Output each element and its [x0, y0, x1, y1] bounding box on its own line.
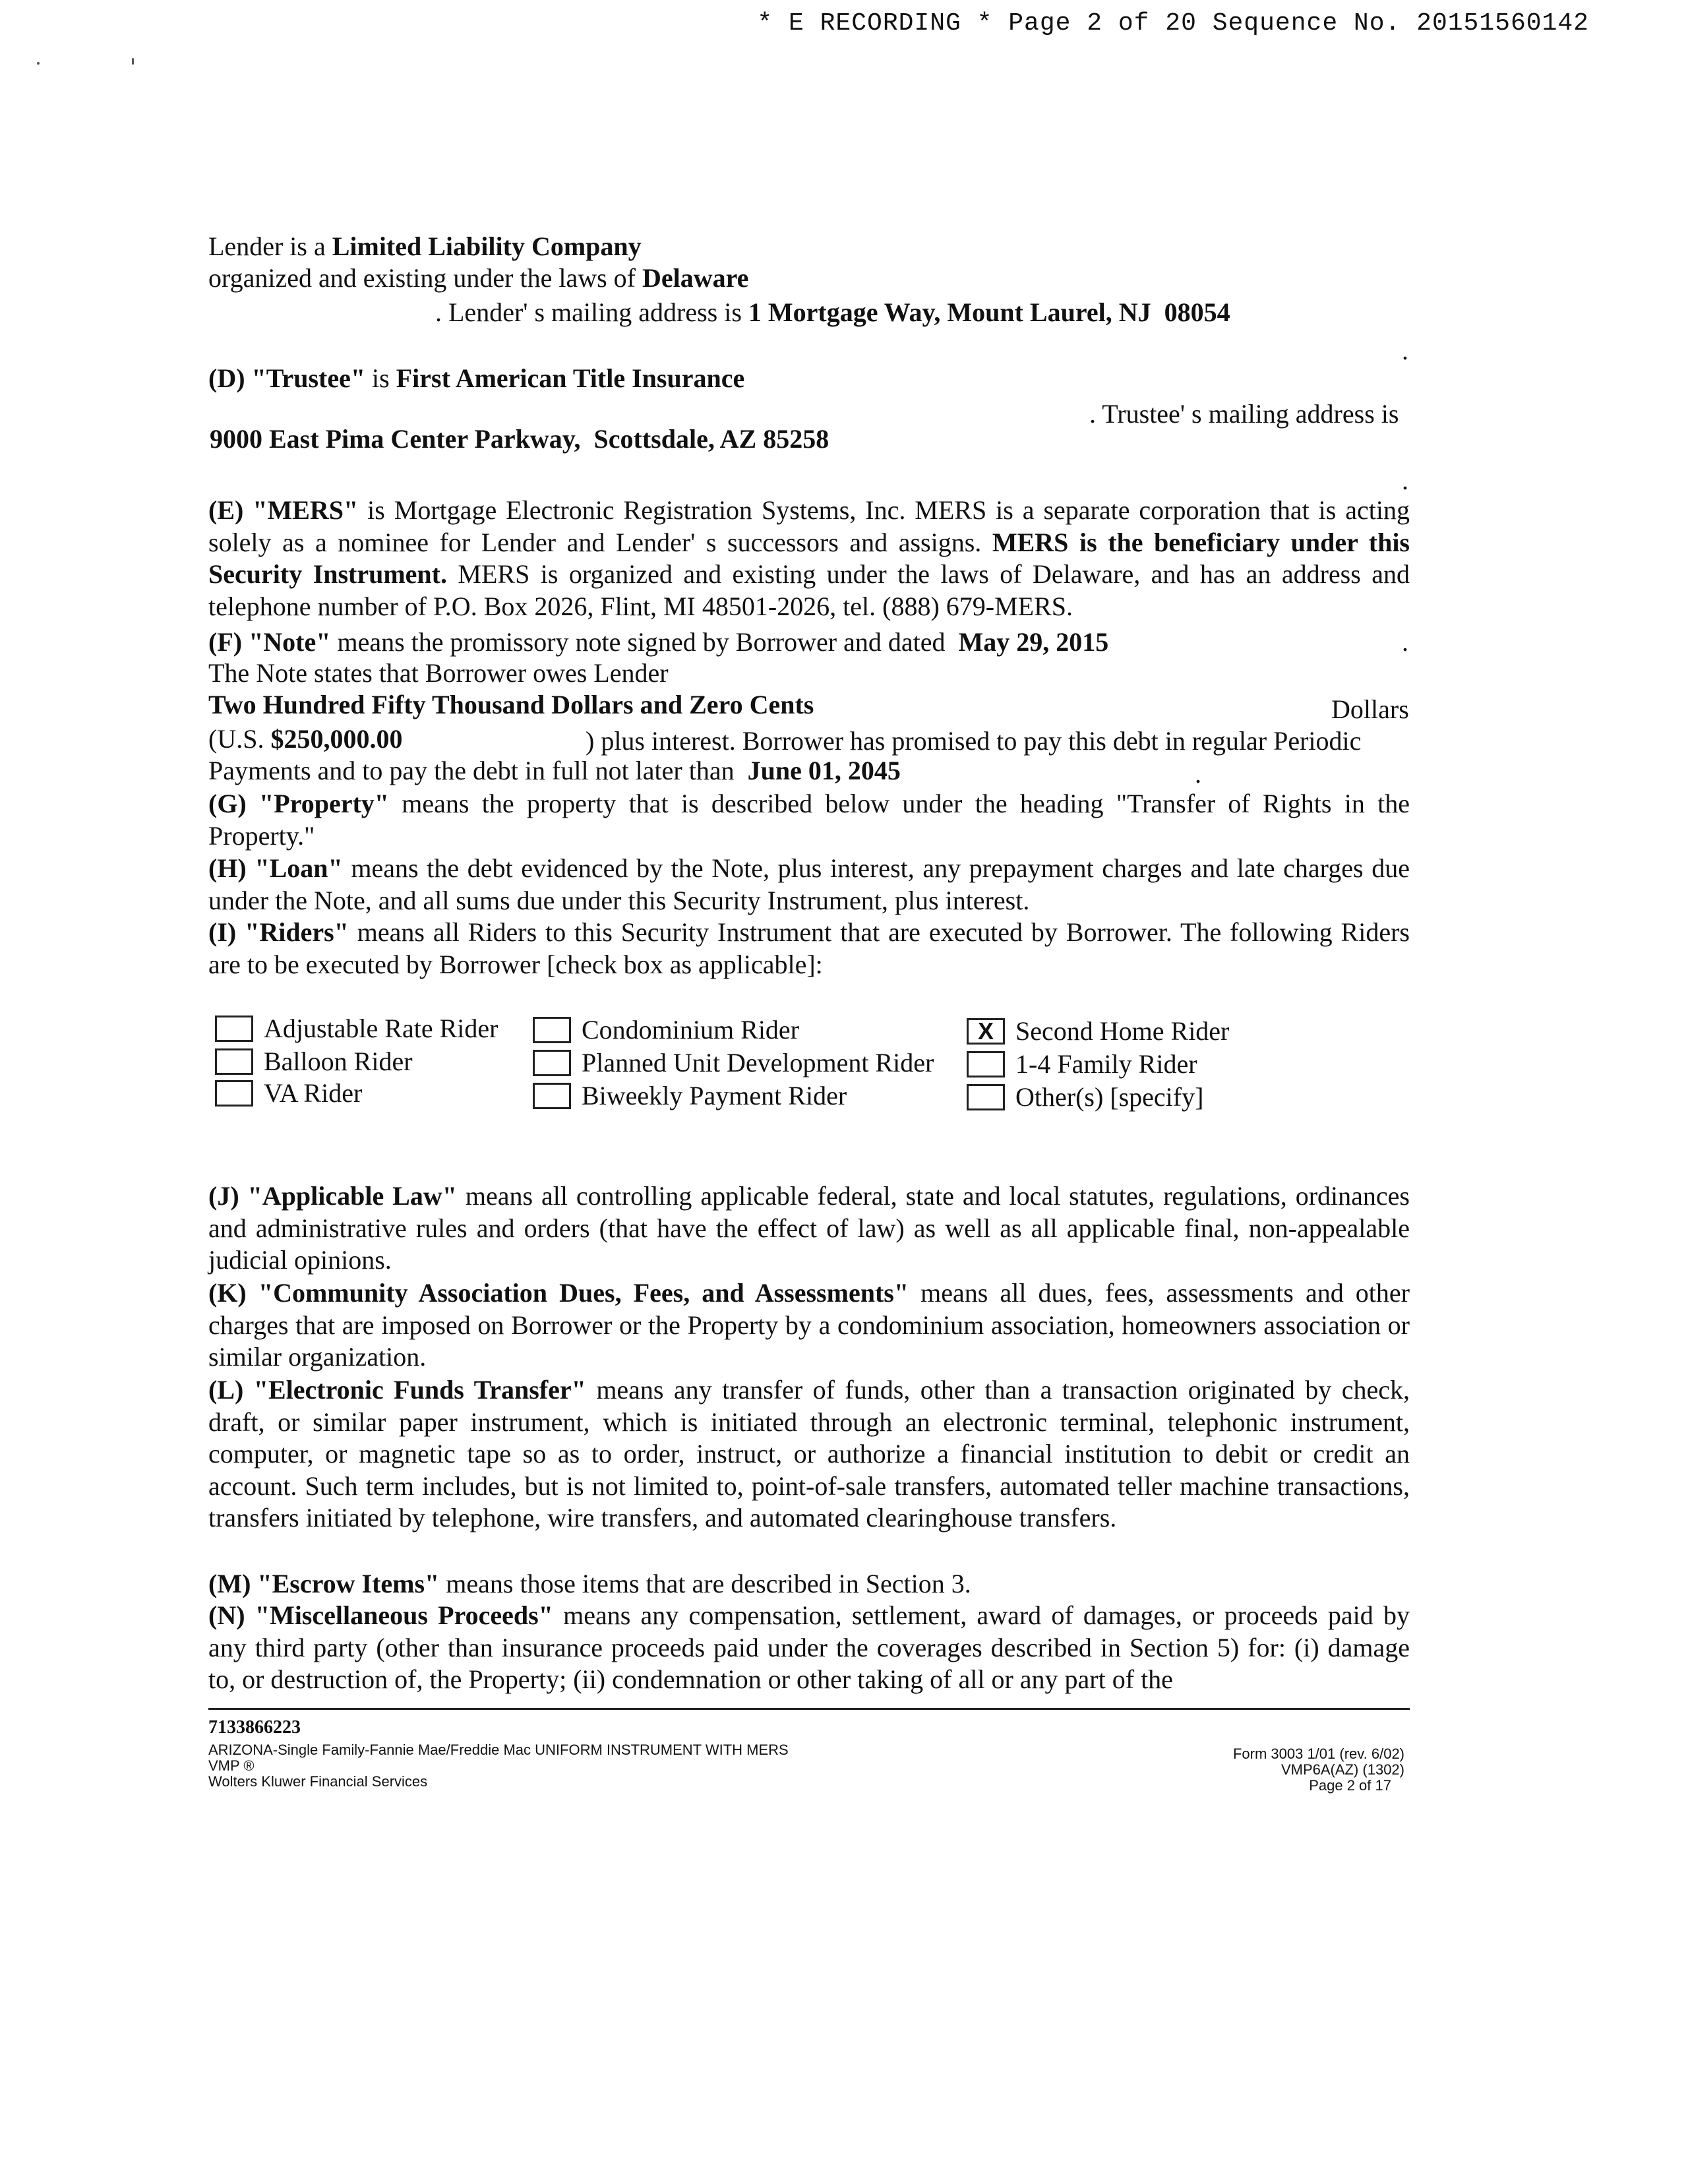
note-amount-words: Two Hundred Fifty Thousand Dollars and Zero Cents: [208, 690, 814, 719]
definition-mers: (E) "MERS" is Mortgage Electronic Registration Systems, Inc. MERS is a separate corporation that is acting solely as a nominee for Lender and Lender' s successors and assigns. MERS is the beneficiary under this Security Instrument. MERS is organized and existing under the laws of Delaware, and has an address and telephone number of P.O. Box 2026, Flint, MI 48501-2026, tel. (888) 679-MERS.: [208, 495, 1410, 621]
note-dollars-word: Dollars: [1331, 694, 1409, 724]
form-description: ARIZONA-Single Family-Fannie Mae/Freddie Mac UNIFORM INSTRUMENT WITH MERS: [208, 1742, 789, 1758]
definition-loan: (H) "Loan" means the debt evidenced by the Note, plus interest, any prepayment charges and late charges due under the Note, and all sums due under this Security Instrument, plus interest.: [208, 853, 1410, 915]
definition-misc-proceeds: (N) "Miscellaneous Proceeds" means any compensation, settlement, award of damages, or proceeds paid by any third party (other than insurance proceeds paid under the coverages described in Section 5) for: (i) damage to, or destruction of, the Property; (ii) condemnation or other taking of all or any part of the: [208, 1600, 1410, 1694]
checkbox[interactable]: [215, 1016, 253, 1042]
definition-note: (F) "Note" means the promissory note signed by Borrower and dated May 29, 2015: [208, 627, 1109, 657]
checkbox[interactable]: [215, 1080, 253, 1107]
rider-other[interactable]: Other(s) [specify]: [967, 1081, 1203, 1113]
scan-speck: [37, 62, 40, 65]
checkbox[interactable]: [967, 1084, 1005, 1110]
checkbox-checked[interactable]: X: [967, 1018, 1005, 1045]
note-interest-text: ) plus interest. Borrower has promised to pay this debt in regular Periodic: [586, 726, 1362, 756]
rider-condominium[interactable]: Condominium Rider: [533, 1014, 799, 1046]
definition-eft: (L) "Electronic Funds Transfer" means any transfer of funds, other than a transaction originated by check, draft, or similar paper instrument, which is initiated through an electronic terminal, telephonic instrument, computer, or magnetic tape so as to order, instruct, or authorize a financial institution to debit or credit an account. Such term includes, but is not limited to, point-of-sale transfers, automated teller machine transactions, transfers initiated by telephone, wire transfers, and automated clearinghouse transfers.: [208, 1375, 1410, 1532]
rider-planned-unit[interactable]: Planned Unit Development Rider: [533, 1047, 934, 1079]
definition-riders: (I) "Riders" means all Riders to this Security Instrument that are executed by Borrower. The following Riders are to be executed by Borrower [check box as applicable]:: [208, 917, 1410, 979]
definition-community-dues: (K) "Community Association Dues, Fees, and Assessments" means all dues, fees, assessments and other charges that are imposed on Borrower or the Property by a condominium association, homeowners association or similar organization.: [208, 1278, 1410, 1372]
rider-va[interactable]: VA Rider: [215, 1077, 362, 1109]
trustee-address-prefix: . Trustee' s mailing address is: [1089, 399, 1399, 429]
separator-dot: .: [1402, 336, 1408, 365]
recording-header: * E RECORDING * Page 2 of 20 Sequence No. 20151560142: [757, 9, 1589, 38]
publisher: Wolters Kluwer Financial Services: [208, 1773, 428, 1790]
definition-property: (G) "Property" means the property that is described below under the heading "Transfer of Rights in the Property.": [208, 789, 1410, 851]
checkbox[interactable]: [215, 1048, 253, 1075]
page-number: Page 2 of 17: [1309, 1777, 1391, 1794]
definition-escrow-items: (M) "Escrow Items" means those items that are described in Section 3.: [208, 1569, 971, 1598]
checkbox[interactable]: [967, 1051, 1005, 1077]
separator-dot: .: [1402, 466, 1408, 495]
rider-biweekly[interactable]: Biweekly Payment Rider: [533, 1080, 847, 1112]
note-us-prefix: (U.S. $250,000.00: [208, 724, 403, 754]
checkbox[interactable]: [533, 1083, 571, 1109]
lender-type-line: Lender is a Limited Liability Company: [208, 231, 642, 261]
lender-address-line: . Lender' s mailing address is 1 Mortgage Way, Mount Laurel, NJ 08054: [435, 297, 1230, 327]
vmp-code: VMP6A(AZ) (1302): [1281, 1761, 1404, 1778]
definition-applicable-law: (J) "Applicable Law" means all controlling applicable federal, state and local statutes, regulations, ordinances and administrative rules and orders (that have the effect of law) as well as all applicable final, non-appealable judicial opinions.: [208, 1181, 1410, 1275]
footer-rule: [208, 1708, 1410, 1710]
trustee-address: 9000 East Pima Center Parkway, Scottsdale, AZ 85258: [210, 424, 829, 454]
rider-second-home[interactable]: X Second Home Rider: [967, 1016, 1229, 1047]
form-number: Form 3003 1/01 (rev. 6/02): [1232, 1745, 1404, 1762]
separator-dot: .: [1195, 759, 1201, 789]
checkbox[interactable]: [533, 1050, 571, 1076]
rider-1-4-family[interactable]: 1-4 Family Rider: [967, 1048, 1197, 1080]
note-owes-line: The Note states that Borrower owes Lender: [208, 658, 669, 688]
note-maturity-line: Payments and to pay the debt in full not later than June 01, 2045: [208, 756, 901, 785]
trustee-line: (D) "Trustee" is First American Title Insurance: [208, 363, 745, 393]
lender-organized-line: organized and existing under the laws of Delaware: [208, 263, 749, 293]
checkbox[interactable]: [533, 1017, 571, 1043]
loan-number: 7133866223: [208, 1717, 301, 1738]
rider-adjustable-rate[interactable]: Adjustable Rate Rider: [215, 1013, 498, 1045]
scan-speck: [132, 58, 134, 65]
vmp-label: VMP ®: [208, 1757, 255, 1774]
separator-dot: .: [1402, 627, 1408, 657]
rider-balloon[interactable]: Balloon Rider: [215, 1046, 413, 1077]
